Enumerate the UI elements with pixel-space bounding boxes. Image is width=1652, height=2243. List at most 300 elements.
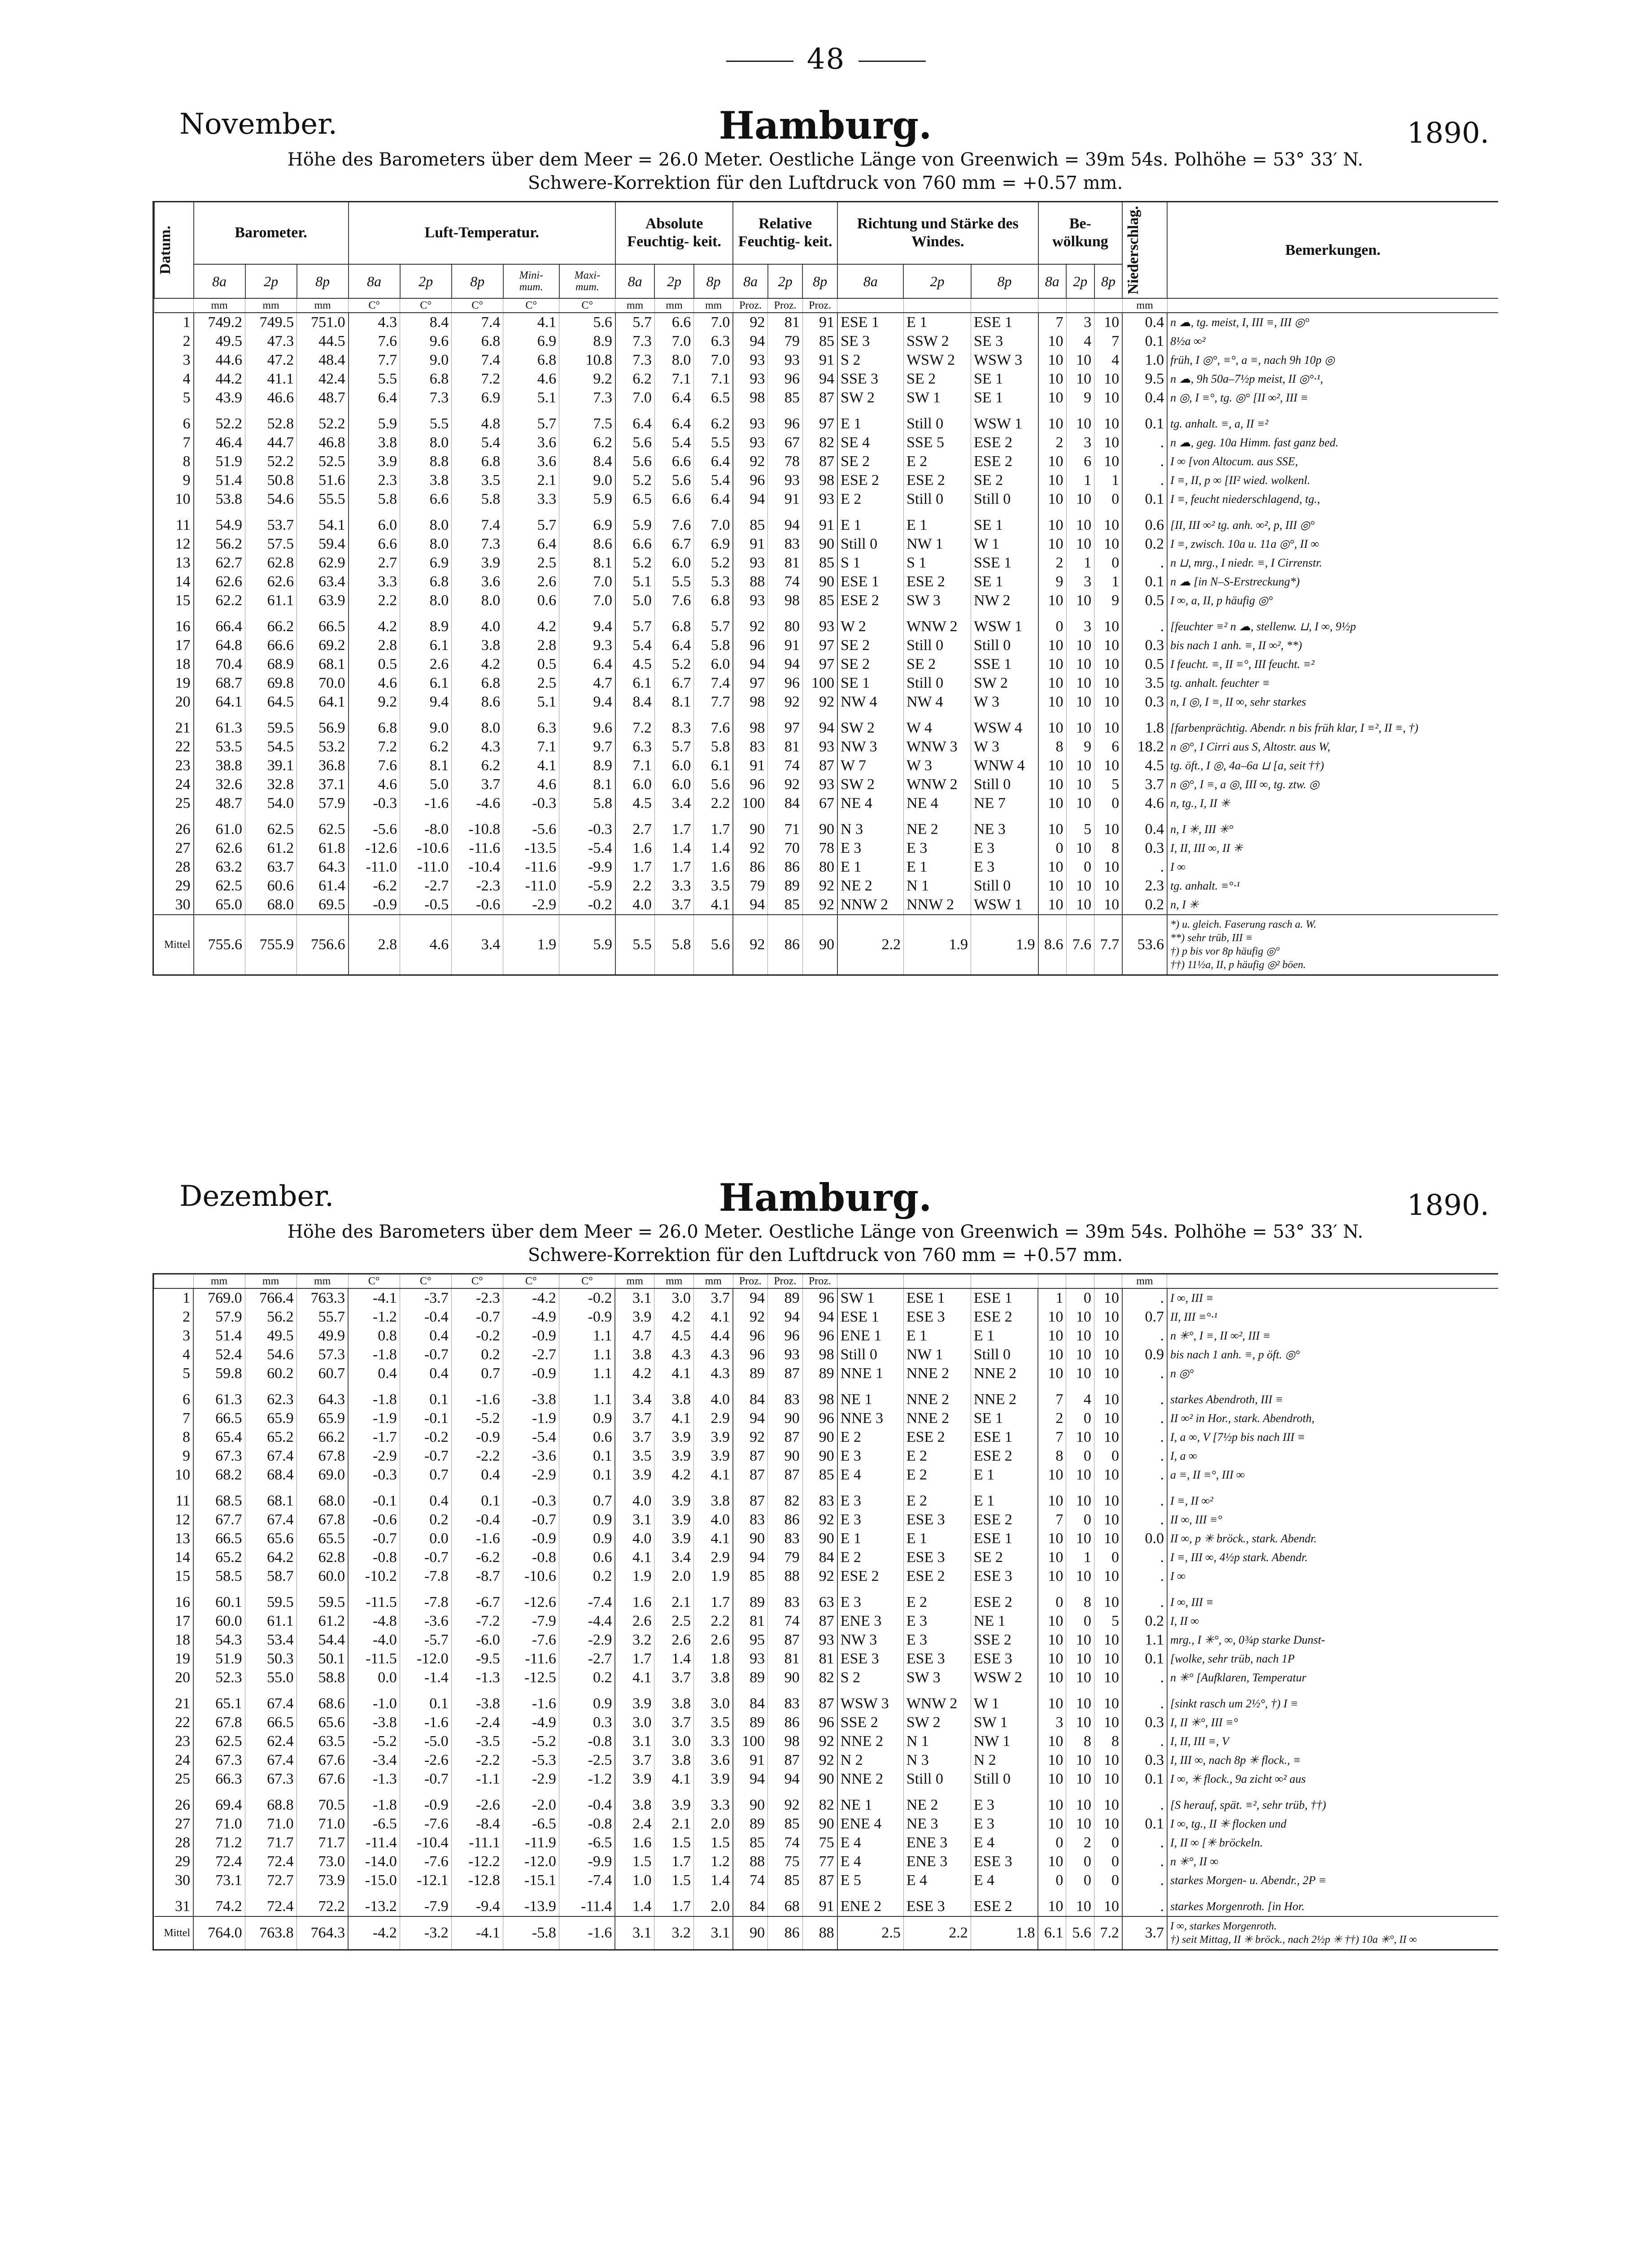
table-cell: 66.5 [193, 1529, 245, 1548]
table-cell: 85 [768, 1815, 803, 1833]
table-cell: 4.3 [349, 313, 400, 332]
table-row [154, 813, 1498, 839]
table-cell: 10 [1094, 433, 1123, 452]
table-row [154, 1567, 1499, 1586]
table-cell: 4.2 [654, 1308, 694, 1327]
table-cell: -1.6 [400, 794, 452, 813]
table-cell: 7 [183, 434, 191, 451]
table-cell: 87 [802, 1871, 837, 1890]
table-cell: 61.4 [297, 877, 349, 895]
max-label: Maxi- mum. [559, 264, 615, 299]
table-cell: 87 [802, 756, 837, 775]
table-cell: 61.2 [245, 839, 297, 858]
table-cell: 85 [802, 591, 837, 610]
header-row [154, 202, 1498, 264]
table-cell: SE 3 [971, 332, 1038, 351]
table-row [154, 1308, 1499, 1327]
december-section [153, 1175, 1498, 1951]
table-cell: 10 [1066, 839, 1094, 858]
table-cell: 59.5 [296, 1586, 348, 1612]
table-cell: 10 [1094, 1484, 1122, 1510]
table-cell: 4 [183, 371, 191, 388]
table-cell: 4.5 [1122, 756, 1167, 775]
table-cell: 53.5 [194, 737, 245, 756]
table-cell: 41.1 [245, 370, 297, 388]
table-cell: 3.9 [654, 1510, 694, 1529]
table-row [154, 332, 1498, 351]
table-cell: -6.5 [348, 1815, 400, 1833]
table-cell: 10 [1066, 1484, 1094, 1510]
table-cell: 0 [1038, 1586, 1066, 1612]
table-cell: 0.1 [1122, 572, 1167, 591]
table-cell: Still 0 [903, 490, 971, 509]
table-cell: -1.2 [348, 1308, 400, 1327]
table-cell: 94 [733, 1548, 768, 1567]
table-cell: 5.6 [694, 775, 733, 794]
table-cell: 10 [1066, 1567, 1094, 1586]
table-cell: 96 [802, 1409, 837, 1428]
table-row [154, 370, 1498, 388]
table-cell: 0.2 [559, 1668, 615, 1687]
table-cell: 10 [1066, 1789, 1094, 1815]
time-label: 2p [245, 264, 297, 299]
table-cell: 7.2 [615, 711, 655, 737]
table-cell: 6.8 [452, 452, 503, 471]
table-cell: 10 [1038, 895, 1067, 915]
table-cell: NNW 2 [903, 895, 971, 915]
mean-cell: Mittel [154, 1916, 194, 1949]
table-cell: S 2 [837, 351, 904, 370]
table-cell: 5.4 [694, 471, 733, 490]
table-cell: 11 [175, 517, 191, 534]
table-cell: . [1122, 1510, 1167, 1529]
table-cell: 10 [1066, 895, 1094, 915]
table-cell: 3.8 [349, 433, 400, 452]
table-cell: 77 [802, 1852, 837, 1871]
table-cell: ESE 2 [971, 1586, 1038, 1612]
table-cell: 52.3 [193, 1668, 245, 1687]
table-cell: 21 [175, 1695, 191, 1712]
table-cell: -5.4 [503, 1428, 559, 1447]
table-cell: -11.0 [349, 858, 400, 877]
table-cell: 94 [768, 1308, 803, 1327]
table-cell: 3.3 [694, 1732, 733, 1751]
table-cell: 10 [1066, 674, 1094, 693]
table-cell: 67.4 [245, 1510, 296, 1529]
table-cell: 61.1 [245, 1612, 296, 1631]
table-cell: tg. anhalt. feuchter ≡ [1167, 674, 1498, 693]
table-cell: 90 [802, 1529, 837, 1548]
table-cell: 6.4 [615, 407, 655, 433]
table-cell: 96 [733, 471, 768, 490]
table-row [154, 591, 1498, 610]
table-cell: 83 [768, 1687, 803, 1713]
table-cell: 0.4 [400, 1484, 451, 1510]
table-cell: 8 [1094, 839, 1123, 858]
table-cell: 15 [175, 1568, 191, 1584]
table-cell: 1.7 [694, 1586, 733, 1612]
table-cell: n ☁, tg. meist, I, III ≡, III ◎° [1167, 313, 1498, 332]
table-cell: 0 [1038, 839, 1067, 858]
table-cell: ENE 1 [837, 1327, 904, 1345]
table-cell: . [1122, 1428, 1167, 1447]
table-cell: 94 [802, 1308, 837, 1327]
table-cell: 5.8 [694, 636, 733, 655]
table-cell: 100 [733, 1732, 768, 1751]
table-cell: . [1122, 452, 1167, 471]
table-cell: 10.8 [559, 351, 615, 370]
unit-cell: mm [194, 298, 245, 313]
table-cell: . [1122, 1567, 1167, 1586]
table-cell: 10 [1094, 1345, 1122, 1364]
unit-cell [903, 1274, 971, 1288]
table-cell: 68.2 [193, 1466, 245, 1484]
table-cell: 80 [802, 858, 837, 877]
table-cell: 94 [733, 895, 768, 915]
month-title: Dezember. [179, 1180, 334, 1213]
table-cell: 55.5 [297, 490, 349, 509]
table-row [154, 1428, 1499, 1447]
table-cell: 2.1 [654, 1815, 694, 1833]
table-cell: starkes Morgen- u. Abendr., 2P ≡ [1167, 1871, 1498, 1890]
table-cell: tg. anhalt. ≡, a, II ≡² [1167, 407, 1498, 433]
table-cell: ESE 2 [837, 471, 904, 490]
table-cell: 97 [802, 636, 837, 655]
table-cell: 10 [1066, 1770, 1094, 1789]
table-cell: WSW 2 [903, 351, 971, 370]
table-cell: E 2 [837, 1548, 904, 1567]
table-cell: 10 [1038, 370, 1067, 388]
table-cell: Still 0 [971, 877, 1038, 895]
table-cell: 86 [733, 858, 768, 877]
table-cell: 10 [1066, 775, 1094, 794]
table-cell: 0.7 [559, 1484, 615, 1510]
table-cell: 87 [768, 1428, 803, 1447]
table-cell: I, II, III ≡, V [1167, 1732, 1498, 1751]
table-cell: 37.1 [297, 775, 349, 794]
mean-cell: 763.8 [245, 1916, 296, 1949]
table-cell: -0.4 [451, 1510, 503, 1529]
table-cell: SSE 5 [903, 433, 971, 452]
table-cell: 23 [175, 1733, 191, 1750]
table-cell: 81 [768, 737, 803, 756]
table-cell: 7 [1094, 332, 1123, 351]
table-cell: -0.9 [503, 1364, 559, 1383]
table-cell: NNE 2 [903, 1364, 971, 1383]
table-cell: 4.6 [503, 775, 559, 794]
table-cell: 0.3 [1122, 1751, 1167, 1770]
table-cell: 87 [733, 1484, 768, 1510]
table-cell: 96 [768, 1327, 803, 1345]
table-cell: -4.2 [503, 1288, 559, 1308]
table-cell: SE 1 [971, 572, 1038, 591]
unit-cell: C° [451, 1274, 503, 1288]
table-cell: 9.2 [349, 693, 400, 711]
table-cell: 91 [768, 636, 803, 655]
table-cell: 65.9 [245, 1409, 296, 1428]
table-cell: 71.0 [245, 1815, 296, 1833]
table-cell: 0.1 [400, 1383, 451, 1409]
unit-cell [154, 1274, 194, 1288]
table-cell: E 1 [903, 1327, 971, 1345]
table-cell: 17 [175, 637, 191, 654]
table-cell: [wolke, sehr trüb, nach 1P [1167, 1650, 1498, 1668]
table-cell: 90 [733, 1529, 768, 1548]
table-cell: NW 4 [903, 693, 971, 711]
table-cell: 3.8 [615, 1345, 654, 1364]
table-cell: 10 [1066, 1466, 1094, 1484]
table-cell: -7.6 [400, 1815, 451, 1833]
data-table [154, 202, 1498, 974]
table-cell: 1.4 [615, 1890, 654, 1916]
table-cell: 63.4 [297, 572, 349, 591]
units-row [154, 1274, 1499, 1288]
table-cell: -0.4 [559, 1789, 615, 1815]
mean-cell: 764.3 [296, 1916, 348, 1949]
table-cell: 20 [175, 694, 191, 711]
table-cell: 68.0 [245, 895, 297, 915]
table-cell: 4.3 [694, 1345, 733, 1364]
table-cell: -11.6 [503, 1650, 559, 1668]
table-cell: 44.2 [194, 370, 245, 388]
table-cell: 3.5 [1122, 674, 1167, 693]
table-cell: 93 [802, 610, 837, 636]
table-cell: -4.8 [348, 1612, 400, 1631]
table-cell: -3.6 [503, 1447, 559, 1466]
table-cell: I ∞ [von Altocum. aus SSE, [1167, 452, 1498, 471]
table-cell: 51.4 [193, 1327, 245, 1345]
table-cell: mrg., I ✳°, ∞, 0¾p starke Dunst- [1167, 1631, 1498, 1650]
table-cell: 6.8 [452, 332, 503, 351]
table-cell: -4.4 [559, 1612, 615, 1631]
table-cell: 3.8 [452, 636, 503, 655]
table-cell: starkes Abendroth, III ≡ [1167, 1383, 1498, 1409]
table-cell: SW 3 [903, 591, 971, 610]
table-row [154, 1732, 1499, 1751]
table-cell: 10 [1066, 693, 1094, 711]
table-cell: 1.0 [615, 1871, 654, 1890]
table-cell: 59.5 [245, 711, 297, 737]
table-cell: n ◎° [1167, 1364, 1498, 1383]
unit-cell [1094, 1274, 1122, 1288]
table-cell: 10 [1038, 1668, 1066, 1687]
table-cell: -5.0 [400, 1732, 451, 1751]
city-title: Hamburg. [719, 103, 932, 148]
table-cell: E 1 [903, 858, 971, 877]
table-cell: 28 [175, 859, 191, 876]
table-cell: ESE 1 [837, 572, 904, 591]
table-cell: 96 [768, 407, 803, 433]
table-cell: 53.4 [245, 1631, 296, 1650]
table-cell: 10 [1094, 1529, 1122, 1548]
table-cell: NE 3 [971, 813, 1038, 839]
unit-cell [903, 298, 971, 313]
table-cell: -1.3 [451, 1668, 503, 1687]
table-cell: 90 [802, 813, 837, 839]
table-cell: 10 [1038, 1327, 1066, 1345]
table-cell: 3.6 [694, 1751, 733, 1770]
table-cell: -4.6 [452, 794, 503, 813]
table-cell: 6.0 [654, 756, 694, 775]
table-cell: 1.4 [694, 839, 733, 858]
table-cell: -0.7 [400, 1345, 451, 1364]
table-cell: bis nach 1 anh. ≡, II ∞², **) [1167, 636, 1498, 655]
table-cell: -0.2 [451, 1327, 503, 1345]
table-cell: 1 [183, 1290, 191, 1306]
mean-cell: 53.6 [1122, 915, 1167, 974]
table-cell: ESE 3 [903, 1510, 971, 1529]
table-cell: 79 [733, 877, 768, 895]
table-cell: 49.9 [296, 1327, 348, 1345]
table-cell: 0.1 [400, 1687, 451, 1713]
table-cell: SE 1 [837, 674, 904, 693]
table-cell: 5.1 [503, 388, 559, 407]
table-cell: 10 [1094, 452, 1123, 471]
table-cell: -9.4 [451, 1890, 503, 1916]
table-cell: 4 [1094, 351, 1123, 370]
table-cell: -9.9 [559, 1852, 615, 1871]
table-cell: 10 [1094, 509, 1123, 535]
table-cell: WSW 1 [971, 895, 1038, 915]
table-cell: ESE 2 [971, 1510, 1038, 1529]
table-cell: -1.8 [348, 1789, 400, 1815]
table-cell: 0.4 [348, 1364, 400, 1383]
table-row [154, 711, 1498, 737]
table-cell: -2.2 [451, 1447, 503, 1466]
table-cell: 65.2 [245, 1428, 296, 1447]
table-cell: 64.3 [296, 1383, 348, 1409]
table-cell: 4.2 [615, 1364, 654, 1383]
table-cell: 0.7 [400, 1466, 451, 1484]
table-cell: I ≡, II, p ∞ [II² wied. wolkenl. [1167, 471, 1498, 490]
station-info: Höhe des Barometers über dem Meer = 26.0 Meter. Oestliche Länge von Greenwich = 39m 54s. Polhöhe = 53° 33′ N. [287, 1222, 1364, 1242]
table-cell: 6.1 [694, 756, 733, 775]
table-cell: SE 3 [837, 332, 904, 351]
table-cell: 63.7 [245, 858, 297, 877]
table-cell: -2.9 [503, 1770, 559, 1789]
table-cell: 91 [802, 1890, 837, 1916]
table-cell: 90 [802, 572, 837, 591]
table-cell: 7.2 [452, 370, 503, 388]
table-cell: 93 [733, 433, 768, 452]
table-cell: 7.3 [452, 535, 503, 554]
table-cell: 2.0 [694, 1815, 733, 1833]
table-cell: 46.8 [297, 433, 349, 452]
table-cell: 10 [1094, 1713, 1122, 1732]
table-cell: 5.9 [349, 407, 400, 433]
table-cell: 2 [183, 1309, 191, 1325]
table-cell: n ☁, geg. 10a Himm. fast ganz bed. [1167, 433, 1498, 452]
table-cell: 4.5 [615, 655, 655, 674]
table-cell: SW 2 [837, 388, 904, 407]
table-cell: ESE 3 [903, 1890, 971, 1916]
table-cell: 2.8 [503, 636, 559, 655]
table-cell: 84 [768, 794, 803, 813]
unit-cell [1167, 1274, 1498, 1288]
table-cell: 8.0 [400, 433, 452, 452]
table-cell: 52.2 [297, 407, 349, 433]
table-cell: 0.9 [559, 1510, 615, 1529]
table-cell: 4.2 [452, 655, 503, 674]
table-cell: 6.5 [694, 388, 733, 407]
table-cell: 61.2 [296, 1612, 348, 1631]
table-cell: SW 2 [971, 674, 1038, 693]
table-cell: -1.1 [451, 1770, 503, 1789]
table-cell: 6.2 [694, 407, 733, 433]
table-cell: 17 [175, 1613, 191, 1629]
table-cell: 53.7 [245, 509, 297, 535]
table-cell: 27 [175, 840, 191, 857]
table-cell: 25 [175, 1771, 191, 1787]
table-cell: 93 [768, 351, 803, 370]
table-cell: 74 [768, 756, 803, 775]
table-cell: E 1 [837, 509, 904, 535]
table-cell: 91 [768, 490, 803, 509]
table-cell: W 7 [837, 756, 904, 775]
table-cell: 769.0 [193, 1288, 245, 1308]
min-label: Mini- mum. [503, 264, 559, 299]
table-cell: E 2 [837, 1428, 904, 1447]
col-barometer: Barometer. [194, 202, 349, 264]
table-cell: I, III ∞, nach 8p ✳ flock., ≡ [1167, 1751, 1498, 1770]
table-cell: 47.3 [245, 332, 297, 351]
table-cell: 1.7 [654, 1890, 694, 1916]
table-cell: 84 [733, 1687, 768, 1713]
table-cell: -0.4 [400, 1308, 451, 1327]
table-cell: 94 [802, 370, 837, 388]
table-cell: 10 [1066, 509, 1094, 535]
col-temperature: Luft-Temperatur. [349, 202, 615, 264]
table-cell: 97 [768, 711, 803, 737]
data-table [154, 1274, 1498, 1949]
table-row [154, 452, 1498, 471]
table-cell: 56.9 [297, 711, 349, 737]
table-cell: 10 [1094, 1383, 1122, 1409]
table-cell: 93 [733, 591, 768, 610]
table-cell: 1.9 [694, 1567, 733, 1586]
table-cell: -7.2 [451, 1612, 503, 1631]
table-cell: 10 [1038, 351, 1067, 370]
table-cell: 32.8 [245, 775, 297, 794]
table-cell: 10 [1066, 1428, 1094, 1447]
table-cell: 50.8 [245, 471, 297, 490]
table-cell: E 2 [903, 452, 971, 471]
table-cell: 10 [1038, 535, 1067, 554]
table-cell: 85 [768, 388, 803, 407]
table-cell: -1.7 [348, 1428, 400, 1447]
table-cell: Still 0 [971, 775, 1038, 794]
table-row [154, 1631, 1499, 1650]
table-cell: -1.0 [348, 1687, 400, 1713]
table-cell: ESE 3 [903, 1650, 971, 1668]
table-cell: 4.2 [349, 610, 400, 636]
table-row [154, 1612, 1499, 1631]
table-cell: 90 [802, 1815, 837, 1833]
table-cell: -0.3 [503, 1484, 559, 1510]
table-cell: 3.9 [349, 452, 400, 471]
table-cell: 63.9 [297, 591, 349, 610]
table-cell: . [1122, 1364, 1167, 1383]
table-cell: 0.9 [559, 1687, 615, 1713]
table-cell: 96 [733, 636, 768, 655]
table-cell: NW 3 [837, 1631, 904, 1650]
table-cell: 71.0 [296, 1815, 348, 1833]
table-row [154, 895, 1498, 915]
table-cell: 10 [1066, 756, 1094, 775]
table-cell: 10 [1038, 655, 1067, 674]
mean-cell: 90 [733, 1916, 768, 1949]
table-cell: 10 [1094, 895, 1123, 915]
